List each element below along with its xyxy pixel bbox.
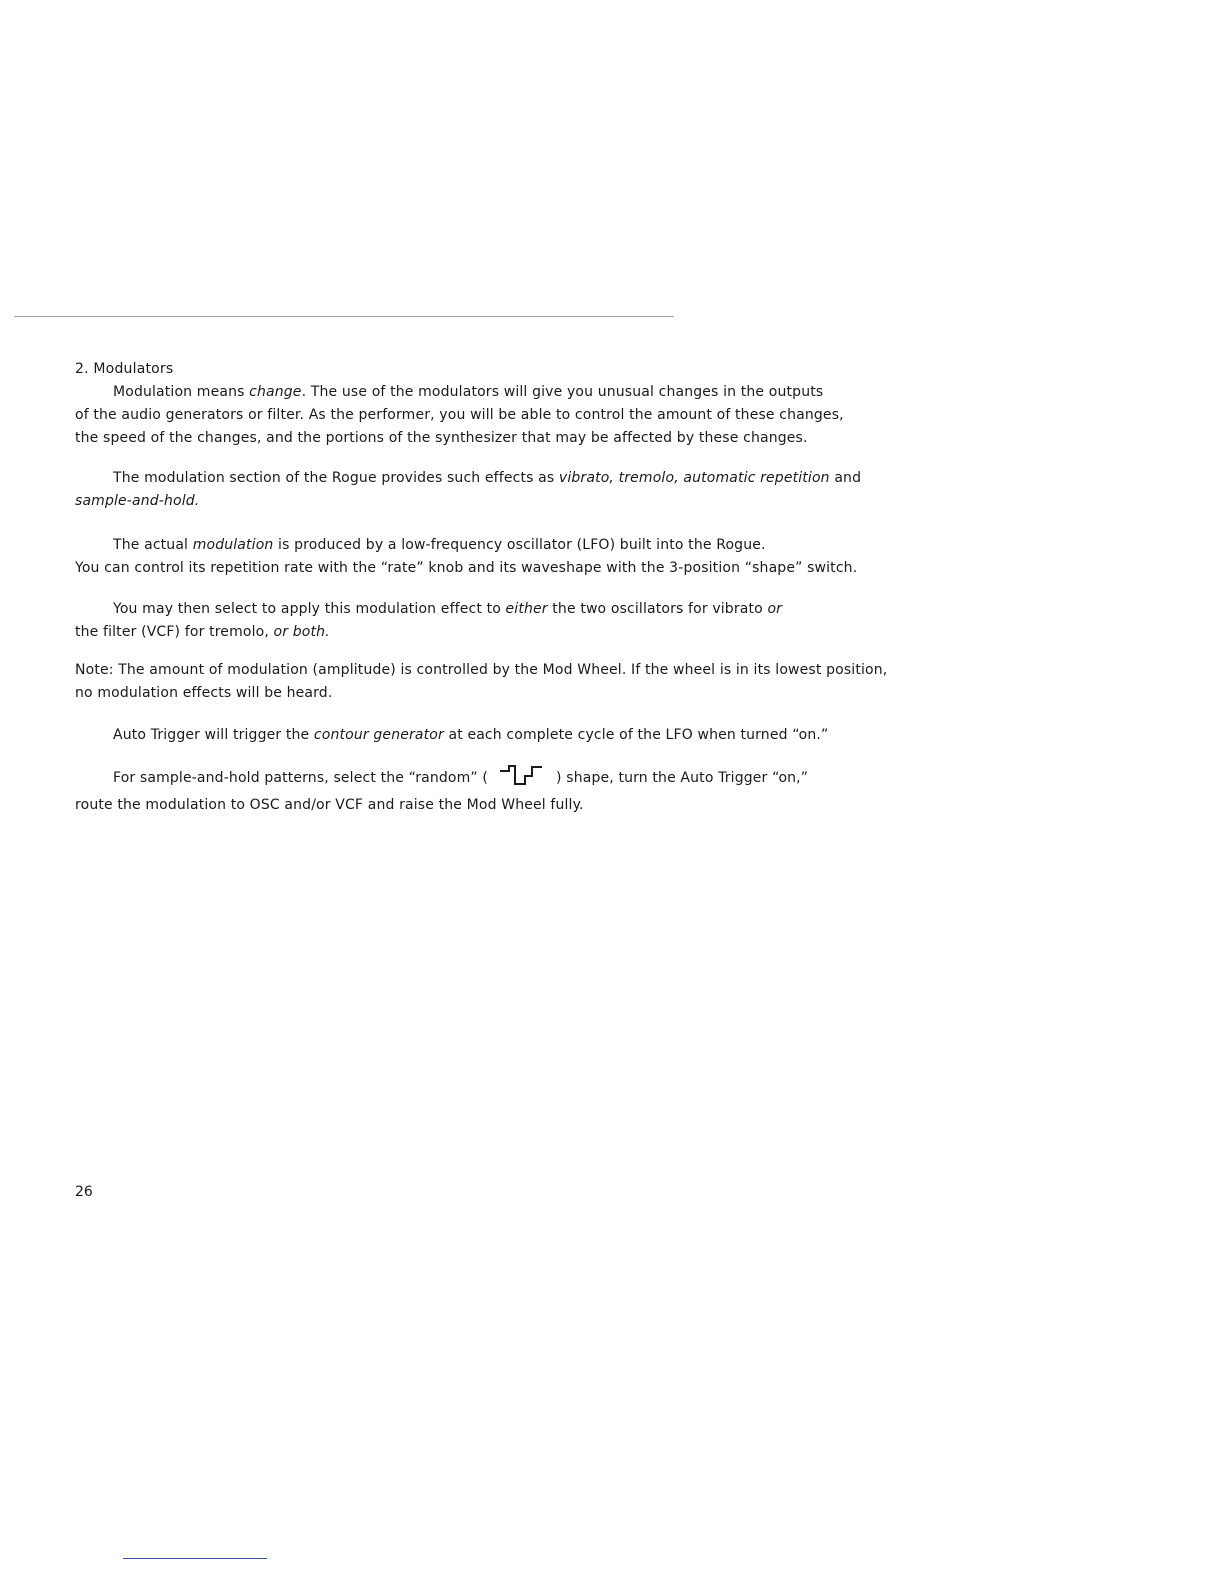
paragraph-line: Note: The amount of modulation (amplitude) is controlled by the Mod Wheel. If the wheel is in its lowest position, — [75, 662, 888, 678]
paragraph-line: The actual modulation is produced by a low-frequency oscillator (LFO) built into the Rogue. — [113, 537, 766, 553]
page-number: 26 — [75, 1184, 93, 1200]
paragraph-lfo — [75, 534, 915, 580]
paragraph-line: You may then select to apply this modulation effect to either the two oscillators for vibrato or — [113, 601, 783, 617]
bottom-divider-rule — [123, 1558, 267, 1559]
paragraph-note — [75, 659, 915, 705]
paragraph-sample-and-hold — [75, 764, 915, 817]
paragraph-line: Modulation means change. The use of the modulators will give you unusual changes in the outputs — [113, 384, 824, 400]
paragraph-apply-effect — [75, 598, 915, 644]
paragraph-auto-trigger — [75, 724, 915, 747]
paragraph-line: the filter (VCF) for tremolo, or both. — [75, 624, 330, 640]
paragraph-line: route the modulation to OSC and/or VCF and raise the Mod Wheel fully. — [75, 797, 584, 813]
paragraph-modulation-section — [75, 467, 915, 513]
paragraph-line: of the audio generators or filter. As the performer, you will be able to control the amount of these changes, — [75, 407, 844, 423]
paragraph-line: the speed of the changes, and the portions of the synthesizer that may be affected by these changes. — [75, 430, 808, 446]
top-divider-rule — [14, 316, 674, 317]
paragraph-line: You can control its repetition rate with the “rate” knob and its waveshape with the 3-position “shape” switch. — [75, 560, 858, 576]
section-title: 2. Modulators — [75, 361, 174, 377]
paragraph-line: sample-and-hold. — [75, 493, 200, 509]
paragraph-line: For sample-and-hold patterns, select the “random” ( ) shape, turn the Auto Trigger “on,” — [75, 764, 915, 794]
paragraph-line: no modulation effects will be heard. — [75, 685, 333, 701]
paragraph-modulation-means — [75, 381, 915, 450]
random-waveform-icon — [498, 764, 544, 794]
paragraph-line: Auto Trigger will trigger the contour generator at each complete cycle of the LFO when turned “on.” — [113, 727, 829, 743]
paragraph-line: The modulation section of the Rogue provides such effects as vibrato, tremolo, automatic repetition and — [113, 470, 862, 486]
